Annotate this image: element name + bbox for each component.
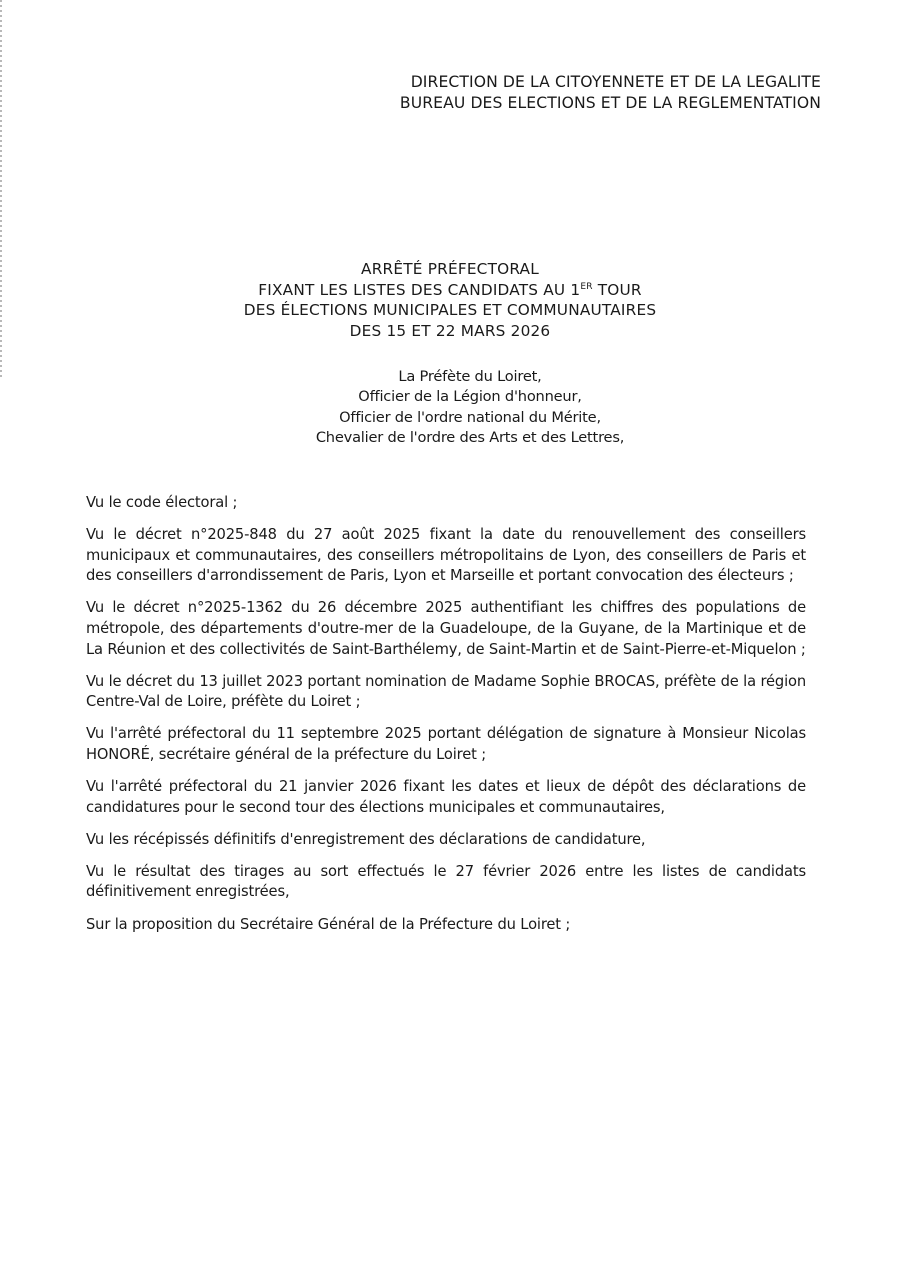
title-line-4: DES 15 ET 22 MARS 2026 xyxy=(349,321,551,340)
authority-line-2: Officier de la Légion d'honneur, xyxy=(358,388,582,406)
consideration-paragraph: Vu le décret n°2025-1362 du 26 décembre 2025 authentifiant les chiffres des populations de métropole, des départements d'outre-mer de la Guadeloupe, de la Guyane, de la Martinique et de La Réunion et des collectivités de Saint-Barthélemy, de Saint-Martin et de Saint-Pierre-et-Miquelon ; xyxy=(86,599,806,658)
consideration-paragraph: Vu les récépissés définitifs d'enregistrement des déclarations de candidature, xyxy=(86,830,646,848)
consideration-paragraph: Vu l'arrêté préfectoral du 11 septembre 2025 portant délégation de signature à Monsieur Nicolas HONORÉ, secrétaire général de la préfecture du Loiret ; xyxy=(86,725,806,763)
consideration-paragraph: Sur la proposition du Secrétaire Général de la Préfecture du Loiret ; xyxy=(86,915,571,933)
consideration-paragraph: Vu le décret n°2025-848 du 27 août 2025 fixant la date du renouvellement des conseillers municipaux et communautaires, des conseillers métropolitains de Lyon, des conseillers de Paris et des conseillers d'arrondissement de Paris, Lyon et Marseille et portant convocation des électeurs ; xyxy=(86,526,806,585)
authority-line-1: La Préfète du Loiret, xyxy=(398,368,542,385)
department-header xyxy=(400,72,821,114)
authority-line-4: Chevalier de l'ordre des Arts et des Lettres, xyxy=(315,428,625,446)
consideration-paragraph: Vu le décret du 13 juillet 2023 portant nomination de Madame Sophie BROCAS, préfète de la région Centre-Val de Loire, préfète du Loiret ; xyxy=(86,672,807,711)
authority-line-3: Officier de l'ordre national du Mérite, xyxy=(339,408,601,426)
title-line-2 xyxy=(0,280,900,301)
consideration-paragraph: Vu le code électoral ; xyxy=(86,494,238,511)
considerations-list xyxy=(86,493,806,947)
consideration-paragraph: Vu le résultat des tirages au sort effectués le 27 février 2026 entre les listes de candidats définitivement enregistrées, xyxy=(86,862,806,901)
document-title xyxy=(0,259,900,341)
title-line-2-before: FIXANT LES LISTES DES CANDIDATS AU 1 xyxy=(258,280,581,299)
title-line-3: DES ÉLECTIONS MUNICIPALES ET COMMUNAUTAIRES xyxy=(243,301,657,319)
title-line-1: ARRÊTÉ PRÉFECTORAL xyxy=(361,260,539,278)
title-line-2-superscript: ER xyxy=(580,281,593,292)
title-line-2-after: TOUR xyxy=(592,280,642,299)
consideration-paragraph: Vu l'arrêté préfectoral du 21 janvier 2026 fixant les dates et lieux de dépôt des déclarations de candidatures pour le second tour des élections municipales et communautaires, xyxy=(86,778,806,816)
header-direction: DIRECTION DE LA CITOYENNETE ET DE LA LEGALITE xyxy=(410,73,821,91)
header-bureau: BUREAU DES ELECTIONS ET DE LA REGLEMENTATION xyxy=(399,94,821,112)
authority-block xyxy=(0,367,900,448)
